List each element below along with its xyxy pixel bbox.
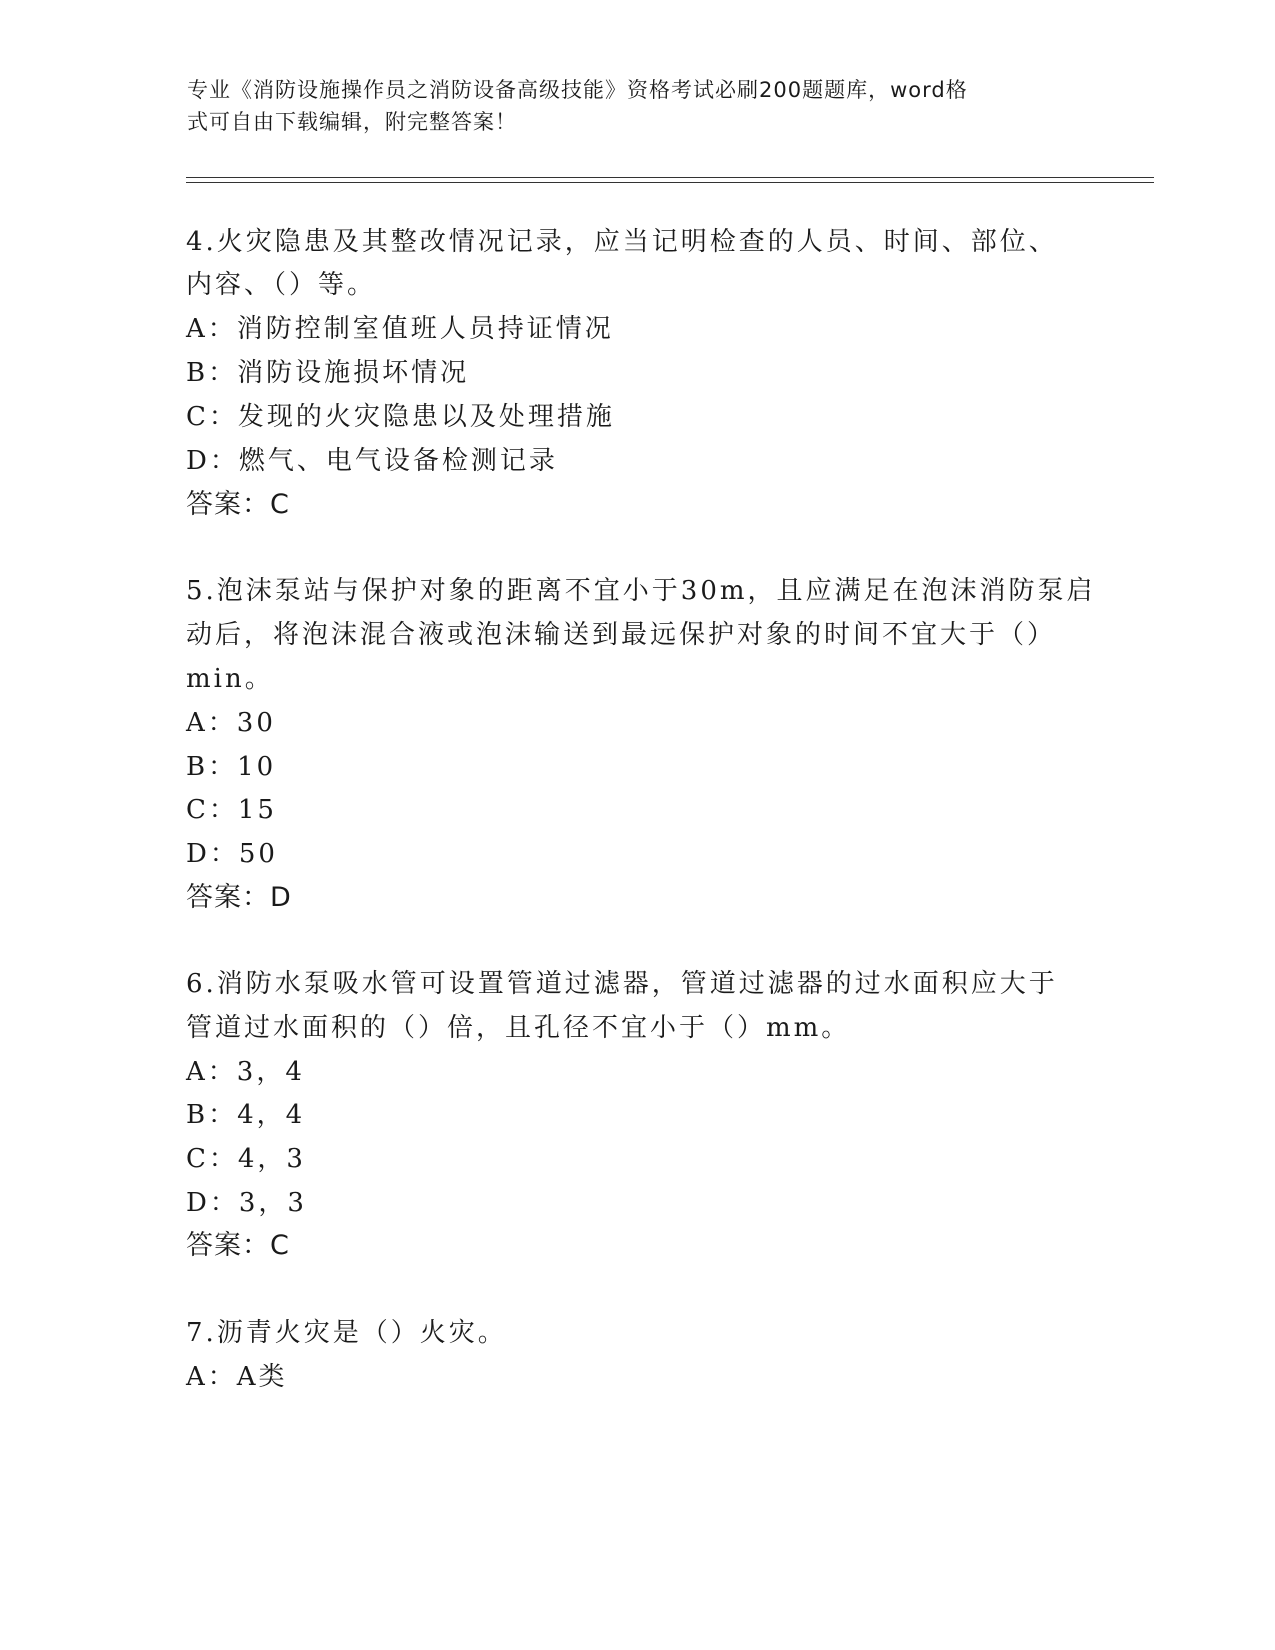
question-7-stem-line-1: 7.沥青火灾是（）火灾。 — [186, 1318, 507, 1348]
question-4-option-c: C：发现的火灾隐患以及处理措施 — [186, 402, 615, 432]
question-5-option-c: C：15 — [186, 795, 277, 825]
header-divider-bottom — [186, 182, 1154, 183]
question-6-option-b: B：4，4 — [186, 1100, 306, 1130]
header-line-2: 式可自由下载编辑，附完整答案！ — [187, 110, 517, 134]
question-4-option-b: B：消防设施损坏情况 — [186, 358, 470, 388]
question-5-stem-line-3: min。 — [186, 664, 274, 694]
question-7-option-a: A：A类 — [186, 1362, 288, 1392]
question-5-answer: 答案：D — [186, 882, 292, 913]
header-line-1: 专业《消防设施操作员之消防设备高级技能》资格考试必刷200题题库，word格 — [187, 78, 968, 102]
question-5-stem-line-1: 5.泡沫泵站与保护对象的距离不宜小于30m，且应满足在泡沫消防泵启 — [186, 576, 1096, 606]
question-4-stem-line-1: 4.火灾隐患及其整改情况记录，应当记明检查的人员、时间、部位、 — [186, 227, 1058, 257]
question-5-option-b: B：10 — [186, 752, 277, 782]
question-5-option-a: A：30 — [186, 708, 276, 738]
question-5-option-d: D：50 — [186, 839, 278, 869]
question-4-stem-line-2: 内容、（）等。 — [186, 270, 377, 300]
question-4-option-a: A：消防控制室值班人员持证情况 — [186, 314, 614, 344]
question-6-option-d: D：3，3 — [186, 1188, 307, 1218]
question-6-option-a: A：3，4 — [186, 1057, 305, 1087]
question-4-option-d: D：燃气、电气设备检测记录 — [186, 446, 558, 476]
question-5-stem-line-2: 动后，将泡沫混合液或泡沫输送到最远保护对象的时间不宜大于（） — [186, 620, 1057, 650]
question-6-stem-line-2: 管道过水面积的（）倍，且孔径不宜小于（）mm。 — [186, 1013, 851, 1043]
question-6-stem-line-1: 6.消防水泵吸水管可设置管道过滤器，管道过滤器的过水面积应大于 — [186, 969, 1058, 999]
question-4-answer: 答案：C — [186, 489, 290, 520]
question-6-answer: 答案：C — [186, 1230, 290, 1261]
document-header — [187, 74, 1067, 138]
question-6-option-c: C：4，3 — [186, 1144, 306, 1174]
header-divider-top — [186, 177, 1154, 178]
